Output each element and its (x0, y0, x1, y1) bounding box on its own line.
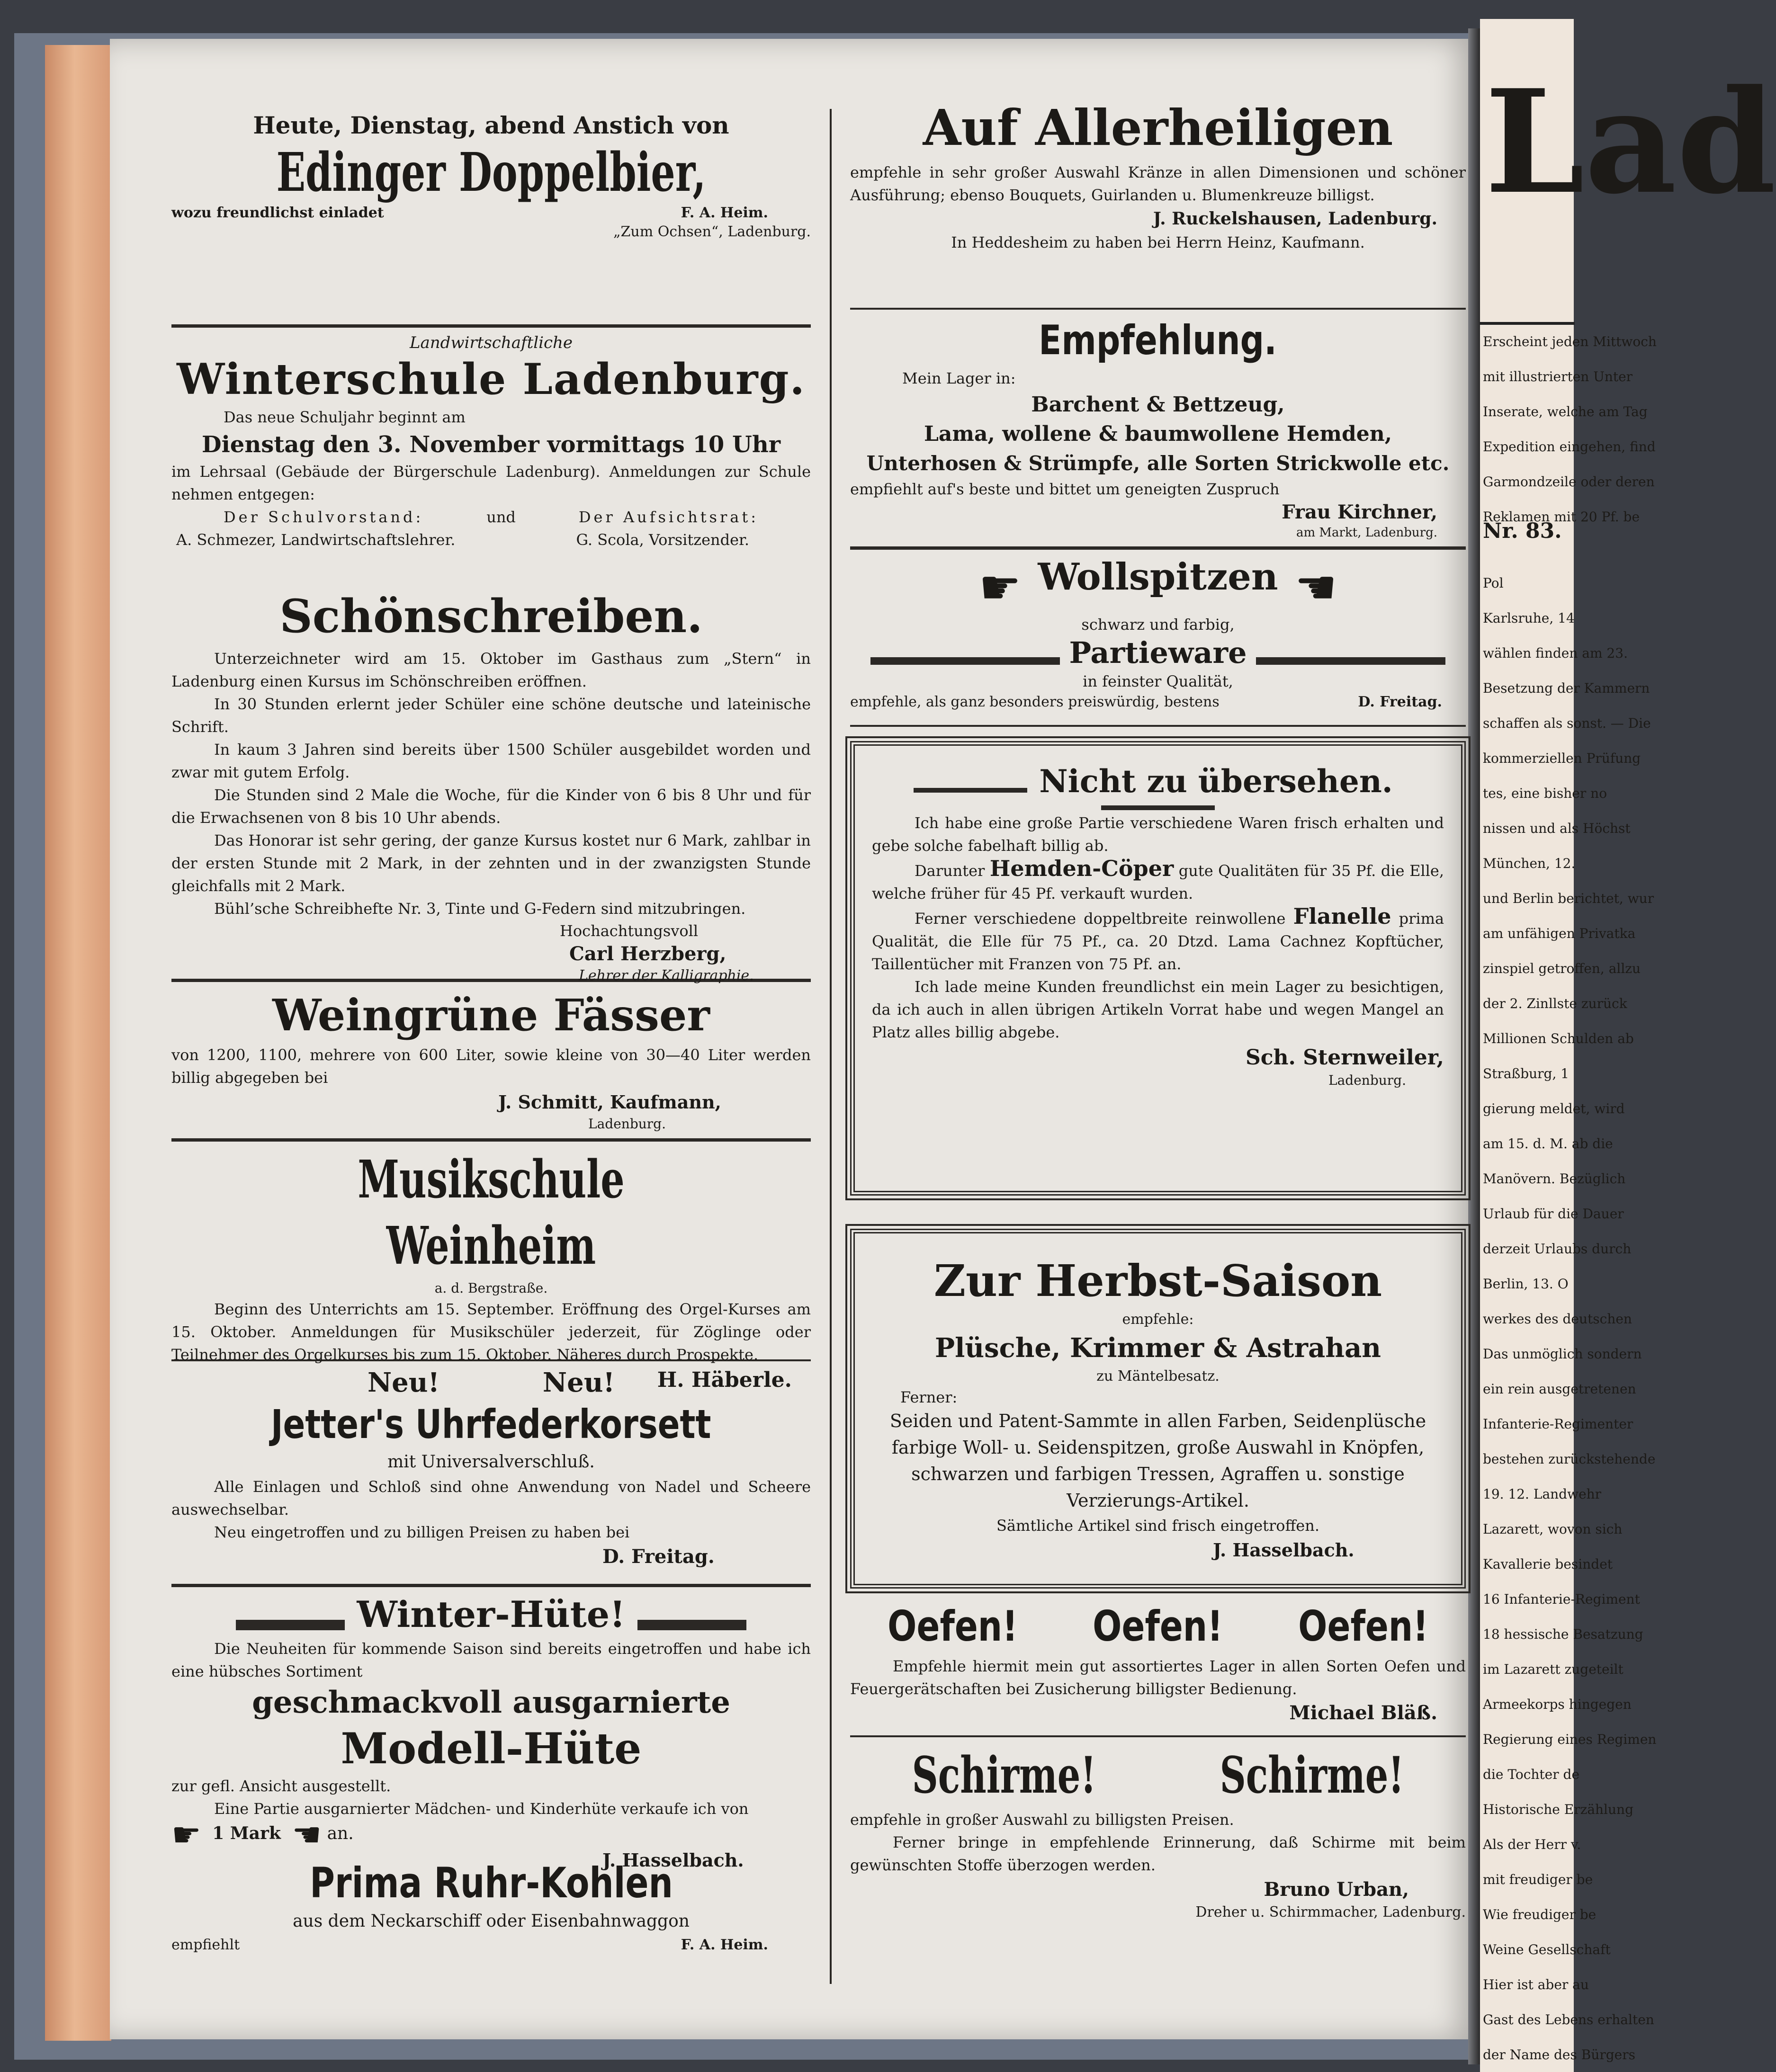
ad-signature: J. Schmitt, Kaufmann, (498, 1091, 721, 1113)
ad-paragraph: Die Neuheiten für kommende Saison sind bereits eingetroffen und habe ich eine hübsches Sortiment (171, 1640, 811, 1680)
ad-signature: G. Scola, Vorsitzender. (576, 531, 749, 549)
ad-title: Wollspitzen (1038, 555, 1278, 598)
next-page-line: München, 12. (1483, 856, 1576, 871)
ad-text: wozu freundlichst einladet (171, 205, 384, 221)
next-page-line: Garmondzeile oder deren (1483, 474, 1655, 490)
ad-weingruene-faesser (171, 987, 811, 1134)
ad-title: Nicht zu übersehen. (1039, 763, 1393, 800)
ad-text: In Heddesheim zu haben bei Herrn Heinz, Kaufmann. (951, 233, 1365, 251)
next-page-line: 18 hessische Besatzung (1483, 1626, 1643, 1642)
ad-paragraph: In 30 Stunden erlernt jeder Schüler eine schöne deutsche und lateinische Schrift. (171, 695, 811, 736)
ad-signature: J. Ruckelshausen, Ladenburg. (1153, 209, 1437, 229)
next-page-issue-number: Nr. 83. (1483, 519, 1562, 543)
next-page-line: Das unmöglich sondern (1483, 1346, 1642, 1362)
ad-title: Musikschule Weinheim (358, 1149, 625, 1276)
ad-signature: Bruno Urban, (1264, 1878, 1409, 1901)
ad-text: Mein Lager in: (902, 369, 1016, 387)
ad-item: Unterhosen & Strümpfe, alle Sorten Strickwolle etc. (866, 452, 1450, 475)
next-page-line: Karlsruhe, 14 (1483, 610, 1575, 626)
ad-title: Partieware (1069, 635, 1247, 670)
ad-title: Auf Allerheiligen (923, 98, 1393, 157)
next-page-line: Wie freudiger be (1483, 1907, 1597, 1922)
ad-signature: F. A. Heim. (681, 205, 768, 221)
ad-title: Winter-Hüte! (357, 1593, 626, 1635)
ad-title: Zur Herbst-Saison (933, 1255, 1382, 1306)
ad-signature-address: „Zum Ochsen“, Ladenburg. (613, 223, 811, 240)
next-page-line: die Tochter de (1483, 1767, 1580, 1782)
ad-title: Oefen! (888, 1602, 1018, 1651)
ad-item: Lama, wollene & baumwollene Hemden, (924, 422, 1392, 446)
ad-date: Dienstag den 3. November vormittags 10 Uhr (201, 431, 781, 458)
ad-paragraph: In kaum 3 Jahren sind bereits über 1500 Schüler ausgebildet worden und zwar mit gutem Erfolg. (171, 741, 811, 781)
ad-paragraph: Neu eingetroffen und zu billigen Preisen zu haben bei (214, 1523, 630, 1541)
ad-oefen (850, 1598, 1466, 1731)
ad-text: empfehle, als ganz besonders preiswürdig, bestens (850, 694, 1220, 710)
ad-signature-title: Lehrer der Kalligraphie. (579, 967, 754, 984)
ad-signature: Carl Herzberg, (569, 943, 727, 965)
ad-kicker: Neu! (367, 1367, 440, 1398)
next-page-line: Berlin, 13. O (1483, 1276, 1569, 1292)
next-page-line: Hier ist aber au (1483, 1977, 1589, 1992)
ad-kicker: Landwirtschaftliche (409, 333, 573, 352)
ad-paragraph: empfehle in großer Auswahl zu billigsten Preisen. (850, 1811, 1234, 1829)
ad-text: Ferner: (900, 1388, 958, 1406)
next-page-line: Inserate, welche am Tag (1483, 404, 1648, 420)
ad-title: Jetter's Uhrfederkorsett (271, 1401, 711, 1447)
ad-paragraph: Das Honorar ist sehr gering, der ganze Kursus kostet nur 6 Mark, zahlbar in der ersten Stunde mit 2 Mark, in der zehnten und in der zwanzigsten Stunde gleichfalls mit 2 Mark. (171, 831, 811, 895)
next-page-line: mit freudiger be (1483, 1872, 1593, 1887)
next-page-line: Armeekorps hingegen (1483, 1697, 1632, 1712)
next-page-line: ein rein ausgetretenen (1483, 1381, 1636, 1397)
ad-text: Das neue Schuljahr beginnt am (224, 408, 466, 426)
next-page-line: Erscheint jeden Mittwoch (1483, 334, 1657, 349)
next-page-line: gierung meldet, wird (1483, 1101, 1625, 1116)
pointing-hand-left-icon: ☚ (1294, 560, 1337, 615)
ad-signature: J. Hasselbach. (1213, 1539, 1354, 1561)
next-page-line: mit illustrierten Unter (1483, 369, 1633, 384)
ad-signature: F. A. Heim. (681, 1937, 768, 1953)
ad-winterschule (171, 332, 811, 586)
next-page-line: Infanterie-Regimenter (1483, 1416, 1633, 1432)
next-page-line: Urlaub für die Dauer (1483, 1206, 1624, 1222)
next-page-line: Millionen Schulden ab (1483, 1031, 1634, 1046)
ad-signature: D. Freitag. (602, 1545, 715, 1568)
next-page-line: Manövern. Bezüglich (1483, 1171, 1626, 1187)
banner-bar (637, 1620, 746, 1630)
ad-text: Darunter (915, 862, 985, 880)
next-page-line: Weine Gesellschaft (1483, 1942, 1611, 1957)
ad-title: Oefen! (1298, 1602, 1428, 1651)
ad-text: empfehle in sehr großer Auswahl Kränze in allen Dimensionen und schöner Ausführung; ebenso Bouquets, Guirlanden u. Blumenkreuze billigst. (850, 163, 1466, 204)
next-page-line: schaffen als sonst. — Die (1483, 715, 1651, 731)
ad-title: Schirme! (1220, 1745, 1404, 1804)
ad-paragraph: Ferner bringe in empfehlende Erinnerung, daß Schirme mit beim gewünschten Stoffe überzogen werden. (850, 1833, 1466, 1874)
next-page-line: Lazarett, wovon sich (1483, 1521, 1623, 1537)
next-page-line: Kavallerie besindet (1483, 1556, 1613, 1572)
banner-bar (914, 788, 1027, 793)
ad-paragraph: zur gefl. Ansicht ausgestellt. (171, 1777, 391, 1795)
ad-nicht-zu-uebersehen (850, 741, 1466, 1196)
pointing-hand-icon: ☛ (171, 1815, 201, 1854)
ad-text: an. (327, 1824, 354, 1843)
ad-highlight: Flanelle (1293, 903, 1391, 929)
next-page-line: Historische Erzählung (1483, 1802, 1633, 1817)
ad-text: zu Mäntelbesatz. (1096, 1368, 1220, 1384)
ad-heading: geschmackvoll ausgarnierte (252, 1685, 730, 1720)
ad-paragraph: Alle Einlagen und Schloß sind ohne Anwendung von Nadel und Scheere auswechselbar. (171, 1478, 811, 1518)
ad-title: Schönschreiben. (279, 589, 703, 643)
ad-paragraph: Unterzeichneter wird am 15. Oktober im Gasthaus zum „Stern“ in Ladenburg einen Kursus im Schönschreiben eröffnen. (171, 650, 811, 690)
page-edge (45, 45, 111, 2041)
ad-price: 1 Mark (212, 1823, 281, 1843)
pointing-hand-left-icon: ☚ (292, 1815, 322, 1854)
ad-intro: Heute, Dienstag, abend Anstich von (253, 111, 729, 139)
ad-signature: D. Freitag. (1358, 694, 1442, 710)
rule (1480, 322, 1575, 325)
ad-herbst-saison (850, 1229, 1466, 1589)
ad-title: Edinger Doppelbier, (276, 142, 706, 204)
ad-signature-address: Ladenburg. (588, 1116, 666, 1132)
ad-text: von 1200, 1100, mehrere von 600 Liter, sowie kleine von 30—40 Liter werden billig abgegeben bei (171, 1046, 811, 1087)
pointing-hand-icon: ☛ (978, 560, 1022, 615)
ad-text: gute Qualitäten für 35 Pf. die Elle, welche früher für 45 Pf. verkauft wurden. (872, 862, 1444, 902)
next-page-line: 16 Infanterie-Regiment (1483, 1591, 1640, 1607)
ad-title: Empfehlung. (1039, 317, 1277, 364)
ad-title: Winterschule Ladenburg. (177, 354, 806, 404)
next-page-line: am unfähigen Privatka (1483, 926, 1636, 941)
label: und (486, 508, 516, 526)
next-page-line: bestehen zurückstehende (1483, 1451, 1656, 1467)
ad-subtitle: aus dem Neckarschiff oder Eisenbahnwaggon (293, 1911, 690, 1931)
ad-empfehlung (850, 314, 1466, 542)
next-page-line: Straßburg, 1 (1483, 1066, 1570, 1081)
next-page-line: Als der Herr v. (1483, 1837, 1581, 1852)
next-page-line: zinspiel getroffen, allzu (1483, 961, 1641, 976)
next-page-line: der 2. Zinllste zurück (1483, 996, 1627, 1011)
next-page-line: und Berlin berichtet, wur (1483, 891, 1654, 906)
ad-title: Prima Ruhr-Kohlen (309, 1858, 673, 1907)
ad-heading: Modell-Hüte (341, 1724, 642, 1774)
ad-paragraph: Sämtliche Artikel sind frisch eingetroffen. (996, 1517, 1320, 1535)
ad-paragraph: Die Stunden sind 2 Male die Woche, für die Kinder von 6 bis 8 Uhr und für die Erwachsenen von 8 bis 10 Uhr abends. (171, 786, 811, 827)
ad-winter-huete (171, 1592, 811, 1871)
ad-signature-address: Ladenburg. (1328, 1072, 1406, 1088)
next-page-line: derzeit Urlaubs durch (1483, 1241, 1632, 1257)
ad-paragraph: Ich lade meine Kunden freundlichst ein mein Lager zu besichtigen, da ich auch in allen übrigen Artikeln Vorrat habe und wegen Mangel an Platz alles billig abgebe. (872, 978, 1444, 1041)
next-page-line: Pol (1483, 575, 1504, 591)
next-page-line: Expedition eingehen, find (1483, 439, 1656, 455)
ad-kicker: Neu! (542, 1367, 615, 1398)
next-page-line: Regierung eines Regimen (1483, 1732, 1657, 1747)
next-page-masthead: Lad (1485, 58, 1776, 225)
ad-allerheiligen (850, 95, 1466, 303)
ad-paragraph: Eine Partie ausgarnierter Mädchen- und Kinderhüte verkaufe ich von (214, 1800, 749, 1818)
next-page-line: werkes des deutschen (1483, 1311, 1632, 1327)
ad-subtitle: mit Universalverschluß. (387, 1452, 595, 1472)
next-page-line: kommerziellen Prüfung (1483, 750, 1641, 766)
ad-signature: J. Hasselbach. (602, 1849, 744, 1871)
next-page-line: der Name des Bürgers (1483, 2047, 1635, 2063)
ad-paragraph: Seiden und Patent-Sammte in allen Farben, Seidenplüsche farbige Woll- u. Seidenspitzen, große Auswahl in Knöpfen, schwarzen und farbigen Tressen, Agraffen u. sonstige Verzierungs-Artikel. (889, 1411, 1426, 1511)
ad-greeting: Hochachtungsvoll (560, 922, 699, 940)
right-column (850, 66, 1466, 1931)
ad-subtitle: in feinster Qualität, (1083, 672, 1233, 690)
ad-schoenschreiben (171, 586, 811, 984)
next-page-line: 19. 12. Landwehr (1483, 1486, 1602, 1502)
ad-title: Oefen! (1093, 1602, 1223, 1651)
ad-text: empfiehlt (171, 1937, 240, 1953)
ad-signature: Frau Kirchner, (1282, 501, 1437, 523)
ad-schirme (850, 1742, 1466, 1931)
ad-signature: A. Schmezer, Landwirtschaftslehrer. (176, 531, 456, 549)
ad-subtitle: a. d. Bergstraße. (434, 1280, 548, 1296)
column-divider (830, 109, 832, 1984)
ad-heading: Plüsche, Krimmer & Astrahan (934, 1332, 1381, 1364)
banner-bar (1256, 657, 1445, 665)
ad-text: im Lehrsaal (Gebäude der Bürgerschule Ladenburg). Anmeldungen zur Schule nehmen entgegen: (171, 463, 811, 503)
next-page-line: Reklamen mit 20 Pf. be (1483, 509, 1640, 525)
banner-bar (870, 657, 1060, 665)
ad-ruhr-kohlen (171, 1857, 811, 1975)
ad-paragraph: Bühl’sche Schreibhefte Nr. 3, Tinte und G-Federn sind mitzubringen. (214, 900, 746, 918)
next-page-line: tes, eine bisher no (1483, 786, 1607, 801)
next-page-strip (1480, 19, 1776, 2072)
next-page-line: Besetzung der Kammern (1483, 680, 1650, 696)
ad-paragraph: Ich habe eine große Partie verschiedene Waren frisch erhalten und gebe solche fabelhaft billig ab. (872, 814, 1444, 855)
ad-subtitle: schwarz und farbig, (1081, 616, 1235, 634)
ad-text: prima Qualität, die Elle für 75 Pf., ca. 20 Dtzd. Lama Cachnez Kopftücher, Taillentücher mit Franzen von 75 Pf. an. (872, 910, 1444, 973)
banner-bar (1101, 805, 1215, 810)
ad-title: Weingrüne Fässer (272, 990, 710, 1041)
next-page-line: nissen und als Höchst (1483, 821, 1631, 836)
next-page-line: am 15. d. M. ab die (1483, 1136, 1613, 1152)
ad-signature: Sch. Sternweiler, (1245, 1045, 1444, 1070)
ad-edinger-doppelbier (171, 109, 811, 320)
left-column (171, 66, 811, 1975)
ad-signature-address: Dreher u. Schirmmacher, Ladenburg. (1195, 1904, 1466, 1920)
ad-signature: H. Häberle. (657, 1368, 792, 1392)
next-page-line: wählen finden am 23. (1483, 645, 1628, 661)
ad-text: empfehle: (1122, 1311, 1194, 1328)
ad-item: Barchent & Bettzeug, (1031, 393, 1285, 417)
ad-text: Ferner verschiedene doppeltbreite reinwollene (915, 910, 1286, 928)
ad-highlight: Hemden-Cöper (989, 856, 1174, 881)
next-page-line: Gast des Lebens erhalten (1483, 2012, 1654, 2027)
ad-title: Schirme! (912, 1745, 1096, 1804)
ad-signature-address: am Markt, Ladenburg. (1296, 526, 1437, 540)
label: Der Schulvorstand: (224, 508, 424, 526)
ad-signature: Michael Bläß. (1289, 1702, 1437, 1724)
label: Der Aufsichtsrat: (578, 508, 759, 526)
next-page-line: im Lazarett zugeteilt (1483, 1661, 1624, 1677)
banner-bar (236, 1620, 345, 1630)
ad-text: Beginn des Unterrichts am 15. September. Eröffnung des Orgel-Kurses am 15. Oktober. Anmeldungen für Musikschüler jederzeit, für Zöglinge oder Teilnehmer des Orgelkurses bis zum 15. Oktober. Näheres durch Prospekte. (171, 1300, 811, 1364)
ad-text: Empfehle hiermit mein gut assortiertes Lager in allen Sorten Oefen und Feuergerätschaften bei Zusicherung billigster Bedienung. (850, 1657, 1466, 1698)
ad-uhrfederkorsett (171, 1366, 811, 1579)
ad-text: empfiehlt auf's beste und bittet um geneigten Zuspruch (850, 480, 1280, 498)
ad-wollspitzen (850, 554, 1466, 720)
